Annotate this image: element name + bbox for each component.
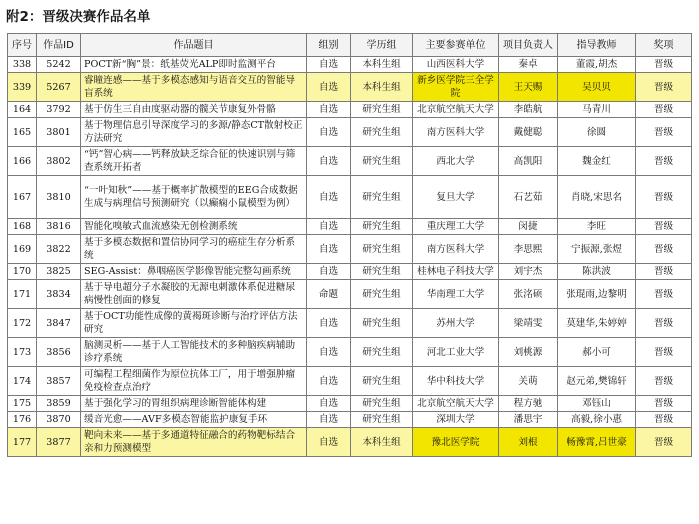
cell-unit: 豫北医学院 [413, 428, 499, 457]
table-row [8, 309, 692, 338]
cell-advisor: 郝小可 [558, 338, 636, 367]
cell-title: 智能化嗅敏式血流感染无创检测系统 [81, 219, 307, 235]
table-body [8, 57, 692, 457]
cell-unit: 苏州大学 [413, 309, 499, 338]
cell-edu: 研究生组 [351, 219, 413, 235]
cell-advisor: 徐圆 [558, 118, 636, 147]
cell-edu: 研究生组 [351, 118, 413, 147]
cell-advisor: 邓钰山 [558, 396, 636, 412]
cell-leader: 刘根 [499, 428, 558, 457]
cell-title: “钙”智心病——钙释放缺乏综合征的快速识别与筛查系统开拓者 [81, 147, 307, 176]
col-header-edu: 学历组 [351, 34, 413, 57]
table-row [8, 102, 692, 118]
table-row [8, 280, 692, 309]
cell-award: 晋级 [636, 367, 692, 396]
cell-advisor: 陈洪波 [558, 264, 636, 280]
cell-title: POCT新“胸”景：纸基荧光ALP即时监测平台 [81, 57, 307, 73]
cell-leader: 潘思宇 [499, 412, 558, 428]
cell-no: 177 [8, 428, 37, 457]
table-row [8, 338, 692, 367]
cell-unit: 山西医科大学 [413, 57, 499, 73]
cell-edu: 本科生组 [351, 428, 413, 457]
cell-title: 脑测灵析——基于人工智能技术的多种脑疾病辅助诊疗系统 [81, 338, 307, 367]
cell-leader: 李皓航 [499, 102, 558, 118]
cell-edu: 研究生组 [351, 176, 413, 219]
cell-leader: 刘宇杰 [499, 264, 558, 280]
table-row [8, 118, 692, 147]
cell-leader: 秦卓 [499, 57, 558, 73]
cell-award: 晋级 [636, 338, 692, 367]
cell-no: 173 [8, 338, 37, 367]
cell-title: 缓音光愈——AVF多模态智能监护康复手环 [81, 412, 307, 428]
cell-title: 基于多模态数据和置信协同学习的癌症生存分析系统 [81, 235, 307, 264]
cell-no: 165 [8, 118, 37, 147]
cell-group: 自选 [307, 309, 351, 338]
cell-title: SEG-Assist：鼻咽癌医学影像智能完整勾画系统 [81, 264, 307, 280]
cell-award: 晋级 [636, 57, 692, 73]
cell-advisor: 肖晓,宋思名 [558, 176, 636, 219]
cell-edu: 本科生组 [351, 57, 413, 73]
cell-no: 172 [8, 309, 37, 338]
cell-advisor: 张琨雨,边黎明 [558, 280, 636, 309]
cell-leader: 梁靖雯 [499, 309, 558, 338]
cell-advisor: 高毅,徐小惠 [558, 412, 636, 428]
cell-no: 168 [8, 219, 37, 235]
cell-unit: 重庆理工大学 [413, 219, 499, 235]
cell-leader: 刘桃源 [499, 338, 558, 367]
cell-award: 晋级 [636, 280, 692, 309]
cell-advisor: 畅豫霄,吕世豪 [558, 428, 636, 457]
cell-group: 命题 [307, 280, 351, 309]
cell-award: 晋级 [636, 235, 692, 264]
cell-id: 3816 [37, 219, 81, 235]
cell-id: 3870 [37, 412, 81, 428]
table-row [8, 367, 692, 396]
cell-advisor: 马青川 [558, 102, 636, 118]
table-row [8, 73, 692, 102]
cell-id: 3792 [37, 102, 81, 118]
col-header-unit: 主要参赛单位 [413, 34, 499, 57]
cell-title: 睿瞳连感——基于多模态感知与语音交互的智能导盲系统 [81, 73, 307, 102]
cell-unit: 复旦大学 [413, 176, 499, 219]
cell-edu: 研究生组 [351, 309, 413, 338]
col-header-leader: 项目负责人 [499, 34, 558, 57]
cell-edu: 研究生组 [351, 396, 413, 412]
cell-group: 自选 [307, 367, 351, 396]
cell-title: 基于OCT功能性成像的黄褐斑诊断与治疗评估方法研究 [81, 309, 307, 338]
cell-unit: 华中科技大学 [413, 367, 499, 396]
cell-no: 338 [8, 57, 37, 73]
cell-edu: 研究生组 [351, 367, 413, 396]
cell-id: 3802 [37, 147, 81, 176]
cell-award: 晋级 [636, 412, 692, 428]
cell-unit: 河北工业大学 [413, 338, 499, 367]
cell-title: 基于仿生三自由度驱动器的髋关节康复外骨骼 [81, 102, 307, 118]
cell-award: 晋级 [636, 118, 692, 147]
cell-id: 3877 [37, 428, 81, 457]
cell-award: 晋级 [636, 147, 692, 176]
cell-unit: 北京航空航天大学 [413, 102, 499, 118]
cell-no: 171 [8, 280, 37, 309]
cell-no: 170 [8, 264, 37, 280]
cell-id: 3856 [37, 338, 81, 367]
cell-id: 3857 [37, 367, 81, 396]
cell-group: 自选 [307, 57, 351, 73]
table-row [8, 264, 692, 280]
cell-no: 175 [8, 396, 37, 412]
table-row [8, 235, 692, 264]
cell-advisor: 赵元弟,樊锦轩 [558, 367, 636, 396]
cell-no: 167 [8, 176, 37, 219]
finalist-table [7, 33, 692, 457]
cell-award: 晋级 [636, 73, 692, 102]
cell-id: 3801 [37, 118, 81, 147]
cell-group: 自选 [307, 338, 351, 367]
cell-group: 自选 [307, 264, 351, 280]
cell-no: 176 [8, 412, 37, 428]
cell-id: 3810 [37, 176, 81, 219]
cell-group: 自选 [307, 412, 351, 428]
table-row [8, 412, 692, 428]
cell-group: 自选 [307, 118, 351, 147]
cell-title: 基于强化学习的胃组织病理诊断智能体构建 [81, 396, 307, 412]
cell-id: 3834 [37, 280, 81, 309]
cell-id: 3847 [37, 309, 81, 338]
cell-no: 339 [8, 73, 37, 102]
col-header-group: 组别 [307, 34, 351, 57]
cell-edu: 本科生组 [351, 73, 413, 102]
cell-advisor: 董霞,胡杰 [558, 57, 636, 73]
cell-award: 晋级 [636, 264, 692, 280]
col-header-no: 序号 [8, 34, 37, 57]
cell-id: 3825 [37, 264, 81, 280]
cell-id: 5267 [37, 73, 81, 102]
cell-title: 基于物理信息引导深度学习的多源/静态CT散射校正方法研究 [81, 118, 307, 147]
cell-leader: 戴健聪 [499, 118, 558, 147]
cell-group: 自选 [307, 176, 351, 219]
cell-no: 164 [8, 102, 37, 118]
cell-award: 晋级 [636, 309, 692, 338]
cell-group: 自选 [307, 147, 351, 176]
cell-group: 自选 [307, 396, 351, 412]
cell-no: 174 [8, 367, 37, 396]
cell-group: 自选 [307, 235, 351, 264]
cell-edu: 研究生组 [351, 412, 413, 428]
col-header-award: 奖项 [636, 34, 692, 57]
cell-leader: 关萌 [499, 367, 558, 396]
cell-group: 自选 [307, 102, 351, 118]
cell-id: 3859 [37, 396, 81, 412]
cell-no: 169 [8, 235, 37, 264]
cell-advisor: 宁振源,张煜 [558, 235, 636, 264]
cell-advisor: 魏金红 [558, 147, 636, 176]
cell-advisor: 李旺 [558, 219, 636, 235]
cell-edu: 研究生组 [351, 280, 413, 309]
cell-edu: 研究生组 [351, 147, 413, 176]
cell-leader: 张洺硕 [499, 280, 558, 309]
cell-title: “一叶知秋”——基于概率扩散模型的EEG合成数据生成与病理信号预测研究（以癫痫小鼠模型为例） [81, 176, 307, 219]
table-row [8, 396, 692, 412]
table-header-row [8, 34, 692, 57]
cell-group: 自选 [307, 73, 351, 102]
cell-leader: 王天赐 [499, 73, 558, 102]
cell-leader: 闵捷 [499, 219, 558, 235]
cell-leader: 李思熙 [499, 235, 558, 264]
cell-edu: 研究生组 [351, 338, 413, 367]
cell-award: 晋级 [636, 102, 692, 118]
table-row [8, 219, 692, 235]
cell-title: 可编程工程细菌作为原位抗体工厂，用于增强肿瘤免疫检查点治疗 [81, 367, 307, 396]
table-row [8, 176, 692, 219]
cell-unit: 南方医科大学 [413, 235, 499, 264]
cell-leader: 石艺茹 [499, 176, 558, 219]
cell-unit: 西北大学 [413, 147, 499, 176]
col-header-title: 作品题目 [81, 34, 307, 57]
table-row [8, 428, 692, 457]
cell-award: 晋级 [636, 176, 692, 219]
cell-title: 靶向未来——基于多通道特征融合的药物靶标结合亲和力预测模型 [81, 428, 307, 457]
cell-no: 166 [8, 147, 37, 176]
cell-award: 晋级 [636, 219, 692, 235]
table-row [8, 147, 692, 176]
cell-id: 5242 [37, 57, 81, 73]
cell-edu: 研究生组 [351, 235, 413, 264]
cell-group: 自选 [307, 219, 351, 235]
document-heading: 附2：晋级决赛作品名单 [6, 9, 151, 25]
cell-unit: 新乡医学院三全学院 [413, 73, 499, 102]
cell-id: 3822 [37, 235, 81, 264]
col-header-id: 作品ID [37, 34, 81, 57]
cell-group: 自选 [307, 428, 351, 457]
cell-award: 晋级 [636, 428, 692, 457]
cell-unit: 华南理工大学 [413, 280, 499, 309]
cell-advisor: 莫建华,朱婷婷 [558, 309, 636, 338]
cell-title: 基于导电超分子水凝胶的无源电刺激体系促进糖尿病慢性创面的修复 [81, 280, 307, 309]
table-row [8, 57, 692, 73]
cell-unit: 桂林电子科技大学 [413, 264, 499, 280]
cell-edu: 研究生组 [351, 264, 413, 280]
cell-edu: 研究生组 [351, 102, 413, 118]
cell-leader: 高凯阳 [499, 147, 558, 176]
cell-unit: 北京航空航天大学 [413, 396, 499, 412]
cell-unit: 深圳大学 [413, 412, 499, 428]
cell-unit: 南方医科大学 [413, 118, 499, 147]
cell-leader: 程方驰 [499, 396, 558, 412]
col-header-advisor: 指导教师 [558, 34, 636, 57]
cell-advisor: 吴贝贝 [558, 73, 636, 102]
cell-award: 晋级 [636, 396, 692, 412]
